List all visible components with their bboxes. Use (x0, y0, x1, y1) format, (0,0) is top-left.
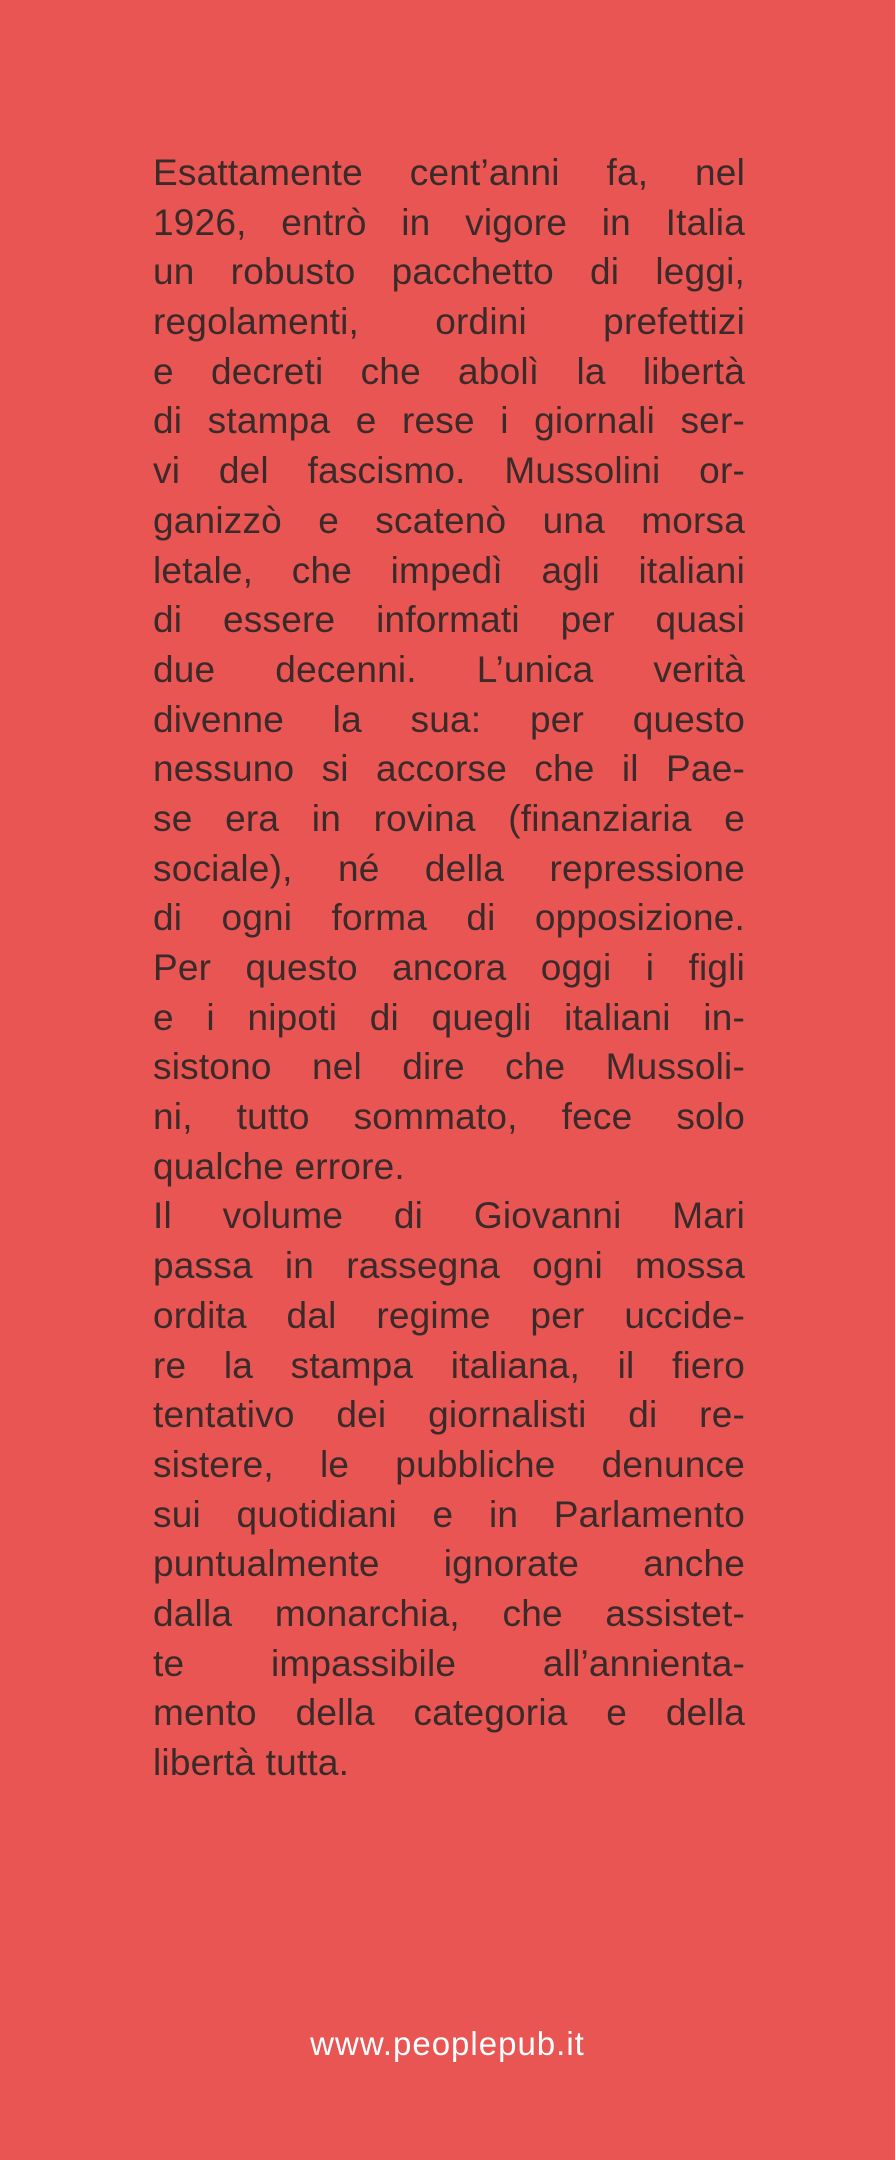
blurb-line: ordita dal regime per uccide- (153, 1294, 745, 1336)
blurb-line: divenne la sua: per questo (153, 698, 745, 740)
blurb-line: nessuno si accorse che il Pae- (153, 748, 745, 790)
blurb-line: un robusto pacchetto di leggi, (153, 251, 745, 293)
blurb-line: Il volume di Giovanni Mari (153, 1195, 745, 1237)
blurb-line: due decenni. L’unica verità (153, 648, 745, 690)
blurb-line: vi del fascismo. Mussolini or- (153, 450, 745, 492)
blurb-line: libertà tutta. (153, 1742, 350, 1783)
blurb-line: ni, tutto sommato, fece solo (153, 1096, 745, 1138)
blurb-line: dalla monarchia, che assistet- (153, 1592, 745, 1634)
blurb-line: mento della categoria e della (153, 1692, 745, 1734)
blurb-line: 1926, entrò in vigore in Italia (153, 201, 745, 243)
blurb-line: puntualmente ignorate anche (153, 1543, 745, 1585)
blurb-line: di essere informati per quasi (153, 599, 745, 641)
blurb-line: sui quotidiani e in Parlamento (153, 1493, 745, 1535)
blurb-line: letale, che impedì agli italiani (153, 549, 745, 591)
blurb-line: sociale), né della repressione (153, 847, 745, 889)
blurb-line: passa in rassegna ogni mossa (153, 1245, 745, 1287)
blurb-line: sistere, le pubbliche denunce (153, 1443, 745, 1485)
blurb-paragraph-2 (153, 1191, 745, 1787)
blurb-line: se era in rovina (finanziaria e (153, 797, 745, 839)
cover-blurb (153, 148, 745, 1788)
blurb-line: di stampa e rese i giornali ser- (153, 400, 745, 442)
blurb-line: regolamenti, ordini prefettizi (153, 301, 745, 343)
blurb-paragraph-1 (153, 148, 745, 1191)
publisher-url[interactable]: www.peoplepub.it (310, 2025, 585, 2062)
blurb-line: qualche errore. (153, 1145, 405, 1187)
blurb-line: Per questo ancora oggi i figli (153, 947, 745, 988)
blurb-line: di ogni forma di opposizione. (153, 897, 745, 939)
blurb-line: e i nipoti di quegli italiani in- (153, 996, 745, 1038)
blurb-line: e decreti che abolì la libertà (153, 350, 745, 392)
blurb-line: sistono nel dire che Mussoli- (153, 1046, 745, 1088)
blurb-line: ganizzò e scatenò una morsa (153, 499, 745, 541)
blurb-line: Esattamente cent’anni fa, nel (153, 152, 745, 193)
blurb-line: re la stampa italiana, il fiero (153, 1344, 745, 1386)
blurb-line: te impassibile all’annienta- (153, 1642, 745, 1684)
blurb-line: tentativo dei giornalisti di re- (153, 1394, 745, 1436)
